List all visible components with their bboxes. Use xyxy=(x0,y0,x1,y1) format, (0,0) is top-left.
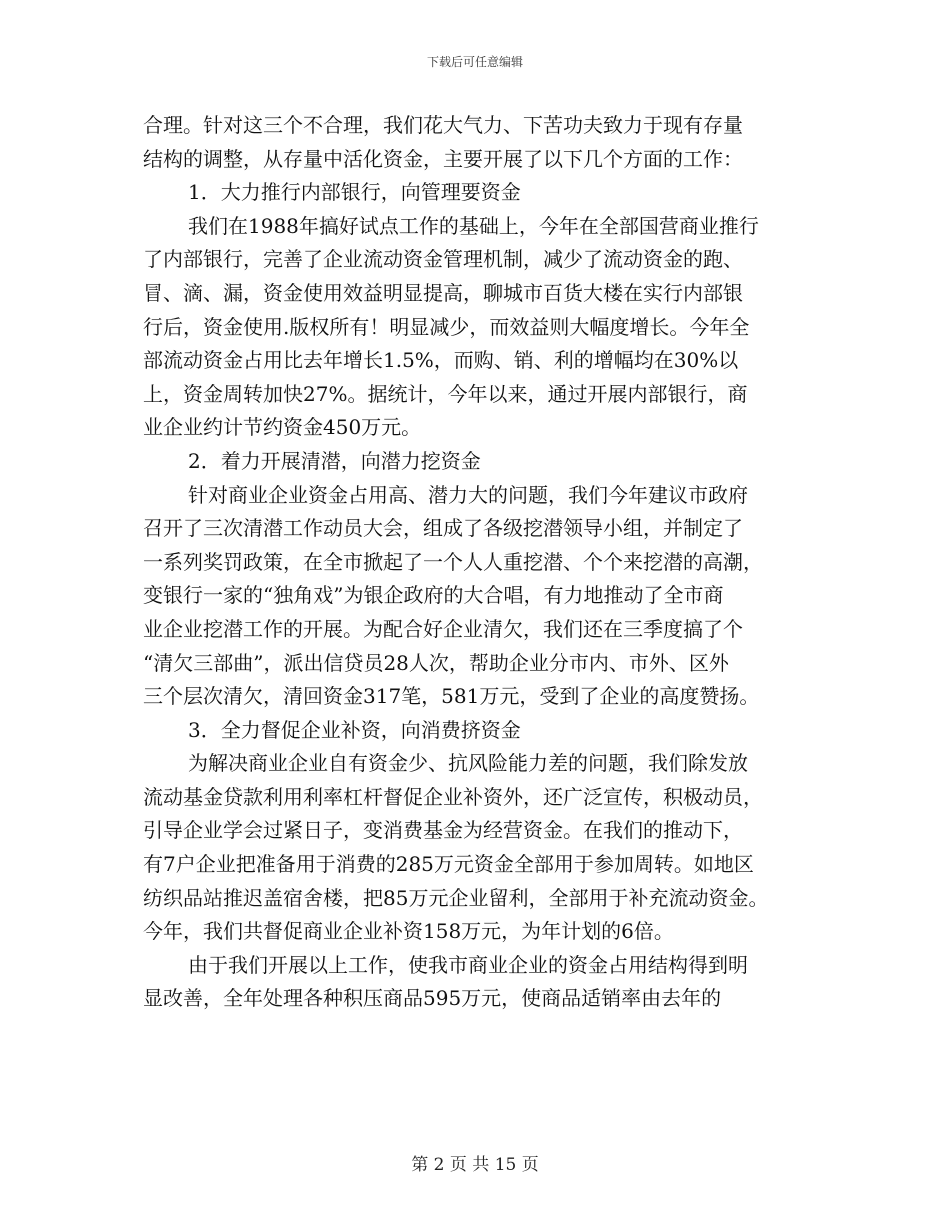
text-line: 变银行一家的“独角戏”为银企政府的大合唱，有力地推动了全市商 xyxy=(143,583,724,608)
text-line: 业企业挖潜工作的开展。为配合好企业清欠，我们还在三季度搞了个 xyxy=(143,616,743,641)
text-line: 三个层次清欠，清回资金317笔，581万元，受到了企业的高度赞扬。 xyxy=(143,684,760,709)
text-line: 召开了三次清潜工作动员大会，组成了各级挖潜领导小组，并制定了 xyxy=(143,516,743,541)
text-line: 有7户企业把准备用于消费的285万元资金全部用于参加周转。如地区 xyxy=(143,852,754,877)
text-line: 3．全力督促企业补资，向消费挤资金 xyxy=(188,717,521,742)
text-line: 由于我们开展以上工作，使我市商业企业的资金占用结构得到明 xyxy=(188,952,748,977)
text-line: 了内部银行，完善了企业流动资金管理机制，减少了流动资金的跑、 xyxy=(143,247,743,272)
body-text xyxy=(143,109,833,1016)
text-line: 流动基金贷款利用利率杠杆督促企业补资外，还广泛宣传，积极动员， xyxy=(143,784,763,809)
text-line: 行后，资金使用.版权所有！明显减少，而效益则大幅度增长。今年全 xyxy=(143,314,750,339)
text-line: 纺织品站推迟盖宿舍楼，把85万元企业留利，全部用于补充流动资金。 xyxy=(143,885,769,910)
text-line: 我们在1988年搞好试点工作的基础上，今年在全部国营商业推行 xyxy=(188,213,759,238)
page-footer: 第 2 页 共 15 页 xyxy=(411,1155,539,1175)
text-line: 上，资金周转加快27%。据统计，今年以来，通过开展内部银行，商 xyxy=(143,381,748,406)
text-line: 引导企业学会过紧日子，变消费基金为经营资金。在我们的推动下， xyxy=(143,818,743,843)
text-line: 结构的调整，从存量中活化资金，主要开展了以下几个方面的工作： xyxy=(143,146,743,171)
text-line: 为解决商业企业自有资金少、抗风险能力差的问题，我们除发放 xyxy=(188,751,748,776)
page-header: 下载后可任意编辑 xyxy=(426,55,523,69)
text-line: 针对商业企业资金占用高、潜力大的问题，我们今年建议市政府 xyxy=(188,482,748,507)
text-line: 一系列奖罚政策，在全市掀起了一个人人重挖潜、个个来挖潜的高潮， xyxy=(143,549,763,574)
text-line: 业企业约计节约资金450万元。 xyxy=(143,415,422,440)
text-line: “清欠三部曲”，派出信贷员28人次，帮助企业分市内、市外、区外 xyxy=(143,650,729,675)
text-line: 冒、滴、漏，资金使用效益明显提高，聊城市百货大楼在实行内部银 xyxy=(143,280,743,305)
text-line: 1．大力推行内部银行，向管理要资金 xyxy=(188,180,521,205)
text-line: 今年，我们共督促商业企业补资158万元，为年计划的6倍。 xyxy=(143,919,674,944)
text-line: 显改善，全年处理各种积压商品595万元，使商品适销率由去年的 xyxy=(143,986,722,1011)
text-line: 合理。针对这三个不合理，我们花大气力、下苦功夫致力于现有存量 xyxy=(143,113,743,137)
text-line: 2．着力开展清潜，向潜力挖资金 xyxy=(188,448,481,473)
text-line: 部流动资金占用比去年增长1.5%，而购、销、利的增幅均在30%以 xyxy=(143,348,739,373)
